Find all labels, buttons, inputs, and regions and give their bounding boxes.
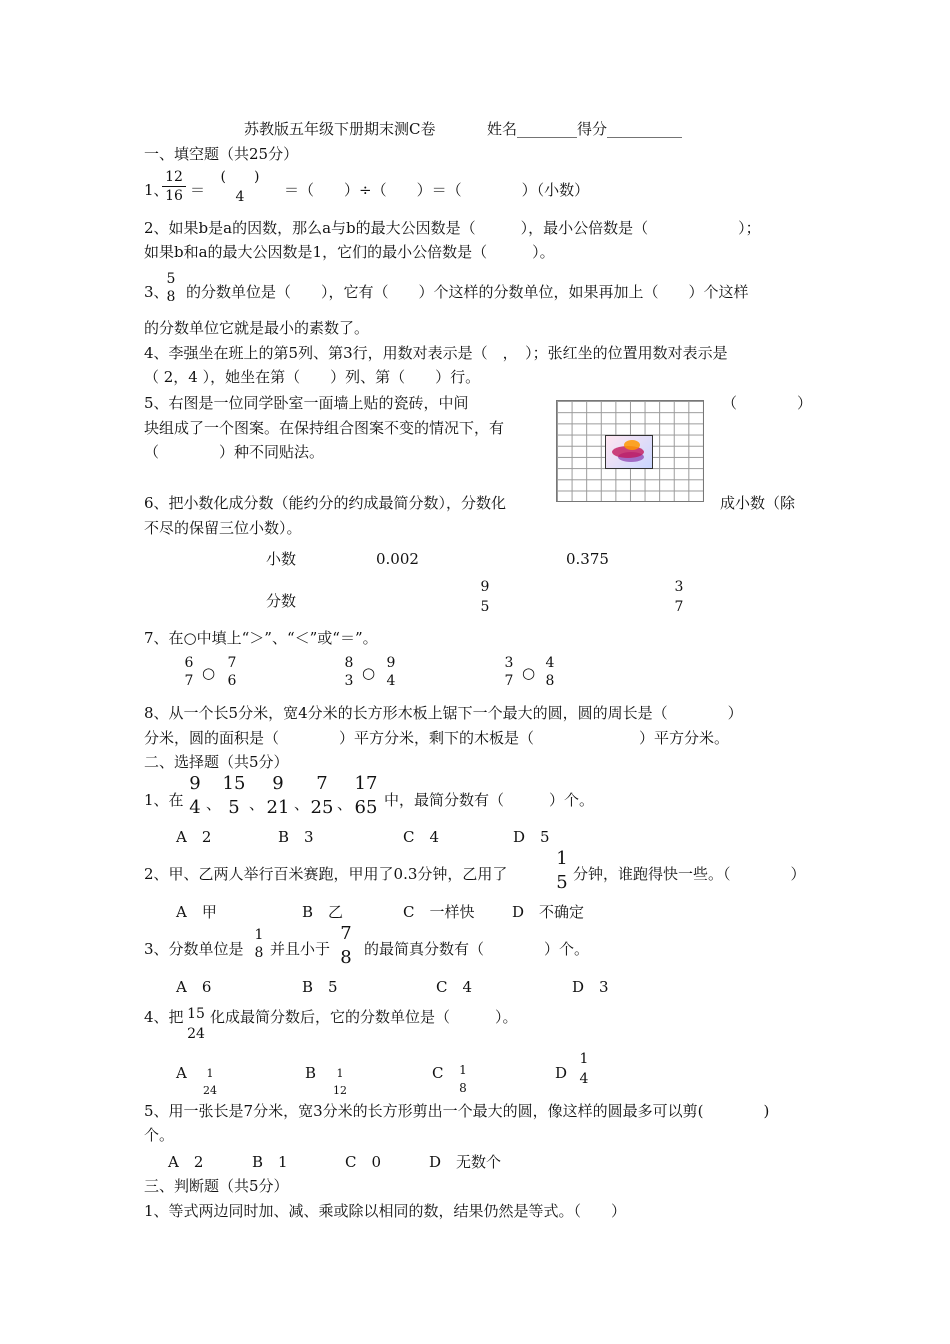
s2-q2-fraction: 1 5 [556,848,568,893]
s2-q4-tail: 化成最简分数后，它的分数单位是（ ）。 [210,1008,518,1026]
s2-q3-mid: 并且小于 [270,940,331,958]
s2-q5-line1: 5、用一张长是7分米，宽3分米的长方形剪出一个最大的圆，像这样的圆最多可以剪( ) [144,1102,770,1120]
s2-q5-option-a[interactable]: A 2 [168,1153,204,1171]
s2-q1-option-a[interactable]: A 2 [176,828,212,846]
s2-q3-option-a[interactable]: A 6 [176,978,212,996]
q6-fraction-1: 9 5 [480,579,490,615]
section3-heading: 三、判断题（共5分） [144,1177,289,1195]
s2-q3-option-d[interactable]: D 3 [572,978,609,996]
s1-q4-line1: 4、李强坐在班上的第5列、第3行，用数对表示是（ ， ）；张红坐的位置用数对表示是 [144,344,728,362]
s2-q1-frac-4: 7 25 [310,773,334,818]
s1-q3-text: 的分数单位是（ ），它有（ ）个这样的分数单位，如果再加上（ ）个这样 [186,283,749,301]
s1-q1-blank-fraction: ( ) 4 [220,169,260,205]
s2-q2-option-b[interactable]: B 乙 [302,903,344,921]
s1-q1-fraction: $\frac{12}{16}$ [162,170,186,203]
s2-q2-option-a[interactable]: A 甲 [176,903,217,921]
s2-q1-prefix: 1、在 [144,791,184,809]
q7-compare-circle-1[interactable]: ○ [202,664,216,682]
s2-q1-frac-5: 17 65 [354,773,378,818]
s2-q1-option-b[interactable]: B 3 [278,828,314,846]
s2-q1-sep-2: 、 [249,795,265,813]
s2-q1-tail: 中，最简分数有（ ）个。 [384,791,595,809]
s1-q8-line2: 分米，圆的面积是（ ）平方分米，剩下的木板是（ ）平方分米。 [144,729,730,747]
s2-q3-text: 3、分数单位是 [144,940,244,958]
q6-fraction-2: 3 7 [674,579,684,615]
s2-q1-sep-3: 、 [294,795,310,813]
s2-q4-fraction: 15 24 [187,1006,205,1042]
s1-q7-text: 7、在○中填上“＞”、“＜”或“＝”。 [144,629,378,647]
tile-pattern [605,435,653,469]
q7-pair1-left: 6 7 [184,655,194,689]
s1-q5-line3: （ ）种不同贴法。 [144,443,325,461]
q7-pair3-right: 4 8 [545,655,555,689]
s2-q1-frac-2: 15 5 [222,773,246,818]
s2-q1-option-d[interactable]: D 5 [513,828,550,846]
s2-q4-option-a-label[interactable]: A [176,1064,187,1082]
s2-q1-frac-1: 9 4 [189,773,201,818]
s2-q3-fraction-1: 1 8 [254,927,264,961]
s1-q1-tail: ＝（ ）÷（ ）＝（ ）（小数） [284,181,590,199]
s1-q3-line2: 的分数单位它就是最小的素数了。 [144,319,370,337]
s3-q1-text: 1、等式两边同时加、减、乘或除以相同的数，结果仍然是等式。（ ） [144,1202,627,1220]
q6-row1-label: 小数 [266,550,297,568]
s2-q1-sep-1: 、 [206,795,222,813]
q6-row2-label: 分数 [266,592,297,610]
s2-q5-option-d[interactable]: D 无数个 [429,1153,502,1171]
s2-q2-option-d[interactable]: D 不确定 [512,903,585,921]
s2-q2-option-c[interactable]: C 一样快 [403,903,475,921]
s2-q1-option-c[interactable]: C 4 [403,828,440,846]
s2-q1-frac-3: 9 21 [266,773,290,818]
q6-decimal-1: 0.002 [376,550,419,568]
q7-compare-circle-2[interactable]: ○ [362,664,376,682]
s1-q1-eq: ＝ [190,181,206,199]
s2-q5-option-b[interactable]: B 1 [252,1153,288,1171]
s1-q6-right: 成小数（除 [720,494,796,512]
s1-q4-line2: （ 2，4 ），她坐在第（ ）列、第（ ）行。 [144,368,481,386]
q7-compare-circle-3[interactable]: ○ [522,664,536,682]
s1-q1-prefix: 1、 [144,181,169,199]
s2-q4-option-d-label[interactable]: D [555,1064,568,1082]
s2-q2-tail: 分钟，谁跑得快一些。（ ） [573,865,806,883]
s2-q4-option-b-label[interactable]: B [305,1064,317,1082]
s2-q4-option-c-fraction: 1 8 [459,1063,467,1095]
s2-q3-fraction-2: 7 8 [340,923,352,968]
s2-q2-text: 2、甲、乙两人举行百米赛跑，甲用了0.3分钟，乙用了 [144,865,508,883]
s2-q5-option-c[interactable]: C 0 [345,1153,382,1171]
s1-q3-prefix: 3、 [144,283,169,301]
name-score-line: 姓名________得分__________ [487,120,683,138]
section2-heading: 二、选择题（共5分） [144,753,289,771]
s2-q5-line2: 个。 [144,1126,175,1144]
s1-q2-line1: 2、如果b是a的因数，那么a与b的最大公因数是（ ），最小公倍数是（ ）； [144,219,761,237]
q7-pair3-left: 3 7 [504,655,514,689]
section1-heading: 一、填空题（共25分） [144,145,299,163]
s1-q2-line2: 如果b和a的最大公因数是1，它们的最小公倍数是（ ）。 [144,243,555,261]
q6-decimal-2: 0.375 [566,550,609,568]
q7-pair2-left: 8 3 [344,655,354,689]
s1-q6-line2: 不尽的保留三位小数）。 [144,519,302,537]
s2-q4-option-c-label[interactable]: C [432,1064,444,1082]
s2-q4-option-a-fraction: 1 24 [203,1067,217,1097]
s2-q3-option-c[interactable]: C 4 [436,978,473,996]
s1-q3-fraction: 5 8 [166,271,176,305]
s2-q3-tail: 的最简真分数有（ ）个。 [364,940,590,958]
s1-q5-line1: 5、右图是一位同学卧室一面墙上贴的瓷砖，中间 [144,394,469,412]
q7-pair1-right: 7 6 [227,655,237,689]
q7-pair2-right: 9 4 [386,655,396,689]
s1-q6-line1: 6、把小数化成分数（能约分的约成最简分数），分数化 [144,494,507,512]
s2-q1-sep-4: 、 [337,795,353,813]
s2-q3-option-b[interactable]: B 5 [302,978,338,996]
exam-title: 苏教版五年级下册期末测C卷 [244,120,436,138]
tile-grid-image [556,400,704,502]
s2-q4-option-d-fraction: 1 4 [579,1051,589,1087]
s1-q5-right-blank: （ ） [722,394,813,412]
s1-q8-line1: 8、从一个长5分米，宽4分米的长方形木板上锯下一个最大的圆，圆的周长是（ ） [144,704,743,722]
s1-q5-line2: 块组成了一个图案。在保持组合图案不变的情况下，有 [144,419,505,437]
s2-q4-text: 4、把 [144,1008,184,1026]
s2-q4-option-b-fraction: 1 12 [333,1067,347,1097]
